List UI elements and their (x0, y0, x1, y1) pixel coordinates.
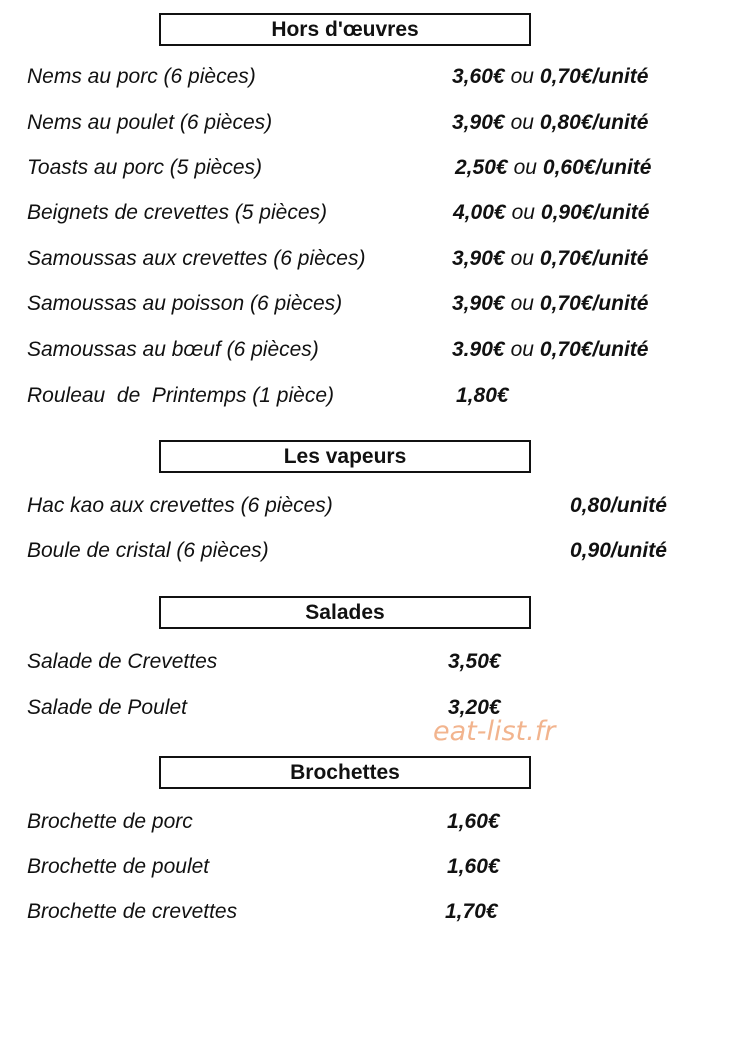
item-price-group (455, 153, 651, 183)
item-or-text: ou (510, 111, 534, 134)
item-unit-price: 0,70€/unité (539, 338, 649, 361)
item-price-group (452, 335, 648, 365)
item-or-text: ou (510, 292, 534, 315)
section-header-brochettes: Brochettes (159, 756, 531, 789)
item-name: Samoussas au poisson (6 pièces) (27, 292, 343, 315)
item-name: Nems au porc (6 pièces) (27, 65, 256, 88)
menu-item (0, 536, 729, 566)
item-price: 3,60€ (452, 65, 505, 88)
menu-item (0, 153, 729, 183)
menu-item (0, 289, 729, 319)
item-price-group (452, 289, 648, 319)
item-price: 3,90€ (452, 292, 505, 315)
menu-item (0, 897, 729, 927)
item-unit-price: 0,60€/unité (542, 156, 652, 179)
item-price: 3,90€ (452, 247, 505, 270)
section-header-les-vapeurs: Les vapeurs (159, 440, 531, 473)
item-price: 3,20€ (448, 696, 501, 719)
menu-item (0, 852, 729, 882)
item-unit-price: 0,70€/unité (539, 292, 649, 315)
item-price-group (453, 198, 649, 228)
item-name: Toasts au porc (5 pièces) (27, 156, 263, 179)
item-price: 4,00€ (453, 201, 506, 224)
menu-item (0, 647, 729, 677)
item-price: 0,90/unité (570, 539, 667, 562)
item-name: Hac kao aux crevettes (6 pièces) (27, 494, 333, 517)
item-price: 1,60€ (447, 855, 500, 878)
item-name: Brochette de crevettes (27, 900, 238, 923)
menu-item (0, 62, 729, 92)
item-price: 3.90€ (452, 338, 505, 361)
menu-item (0, 381, 729, 411)
item-price: 3,50€ (448, 650, 501, 673)
item-or-text: ou (513, 156, 537, 179)
menu-item (0, 244, 729, 274)
item-name: Samoussas aux crevettes (6 pièces) (27, 247, 366, 270)
item-name: Salade de Poulet (27, 696, 187, 719)
item-unit-price: 0,70€/unité (539, 247, 649, 270)
item-price: 1,60€ (447, 810, 500, 833)
item-price: 0,80/unité (570, 494, 667, 517)
watermark: eat-list.fr (433, 716, 556, 747)
section-header-hors-doeuvres: Hors d'œuvres (159, 13, 531, 46)
item-or-text: ou (510, 247, 534, 270)
item-price-group (452, 62, 648, 92)
item-name: Beignets de crevettes (5 pièces) (27, 201, 327, 224)
item-name: Brochette de porc (27, 810, 193, 833)
item-name: Boule de cristal (6 pièces) (27, 539, 269, 562)
menu-item (0, 807, 729, 837)
item-or-text: ou (510, 65, 534, 88)
item-price: 1,70€ (445, 900, 498, 923)
item-price-group (452, 108, 648, 138)
item-price: 3,90€ (452, 111, 505, 134)
item-unit-price: 0,70€/unité (539, 65, 649, 88)
item-name: Brochette de poulet (27, 855, 210, 878)
item-price: 2,50€ (455, 156, 508, 179)
menu-item (0, 491, 729, 521)
item-name: Salade de Crevettes (27, 650, 218, 673)
item-unit-price: 0,90€/unité (540, 201, 650, 224)
item-name: Nems au poulet (6 pièces) (27, 111, 273, 134)
menu-item (0, 693, 729, 723)
menu-item (0, 335, 729, 365)
item-price: 1,80€ (456, 384, 509, 407)
section-header-salades: Salades (159, 596, 531, 629)
item-or-text: ou (511, 201, 535, 224)
menu-item (0, 198, 729, 228)
item-or-text: ou (510, 338, 534, 361)
item-name: Rouleau de Printemps (1 pièce) (27, 384, 334, 407)
item-price-group (452, 244, 648, 274)
item-name: Samoussas au bœuf (6 pièces) (27, 338, 319, 361)
item-unit-price: 0,80€/unité (539, 111, 649, 134)
menu-item (0, 108, 729, 138)
